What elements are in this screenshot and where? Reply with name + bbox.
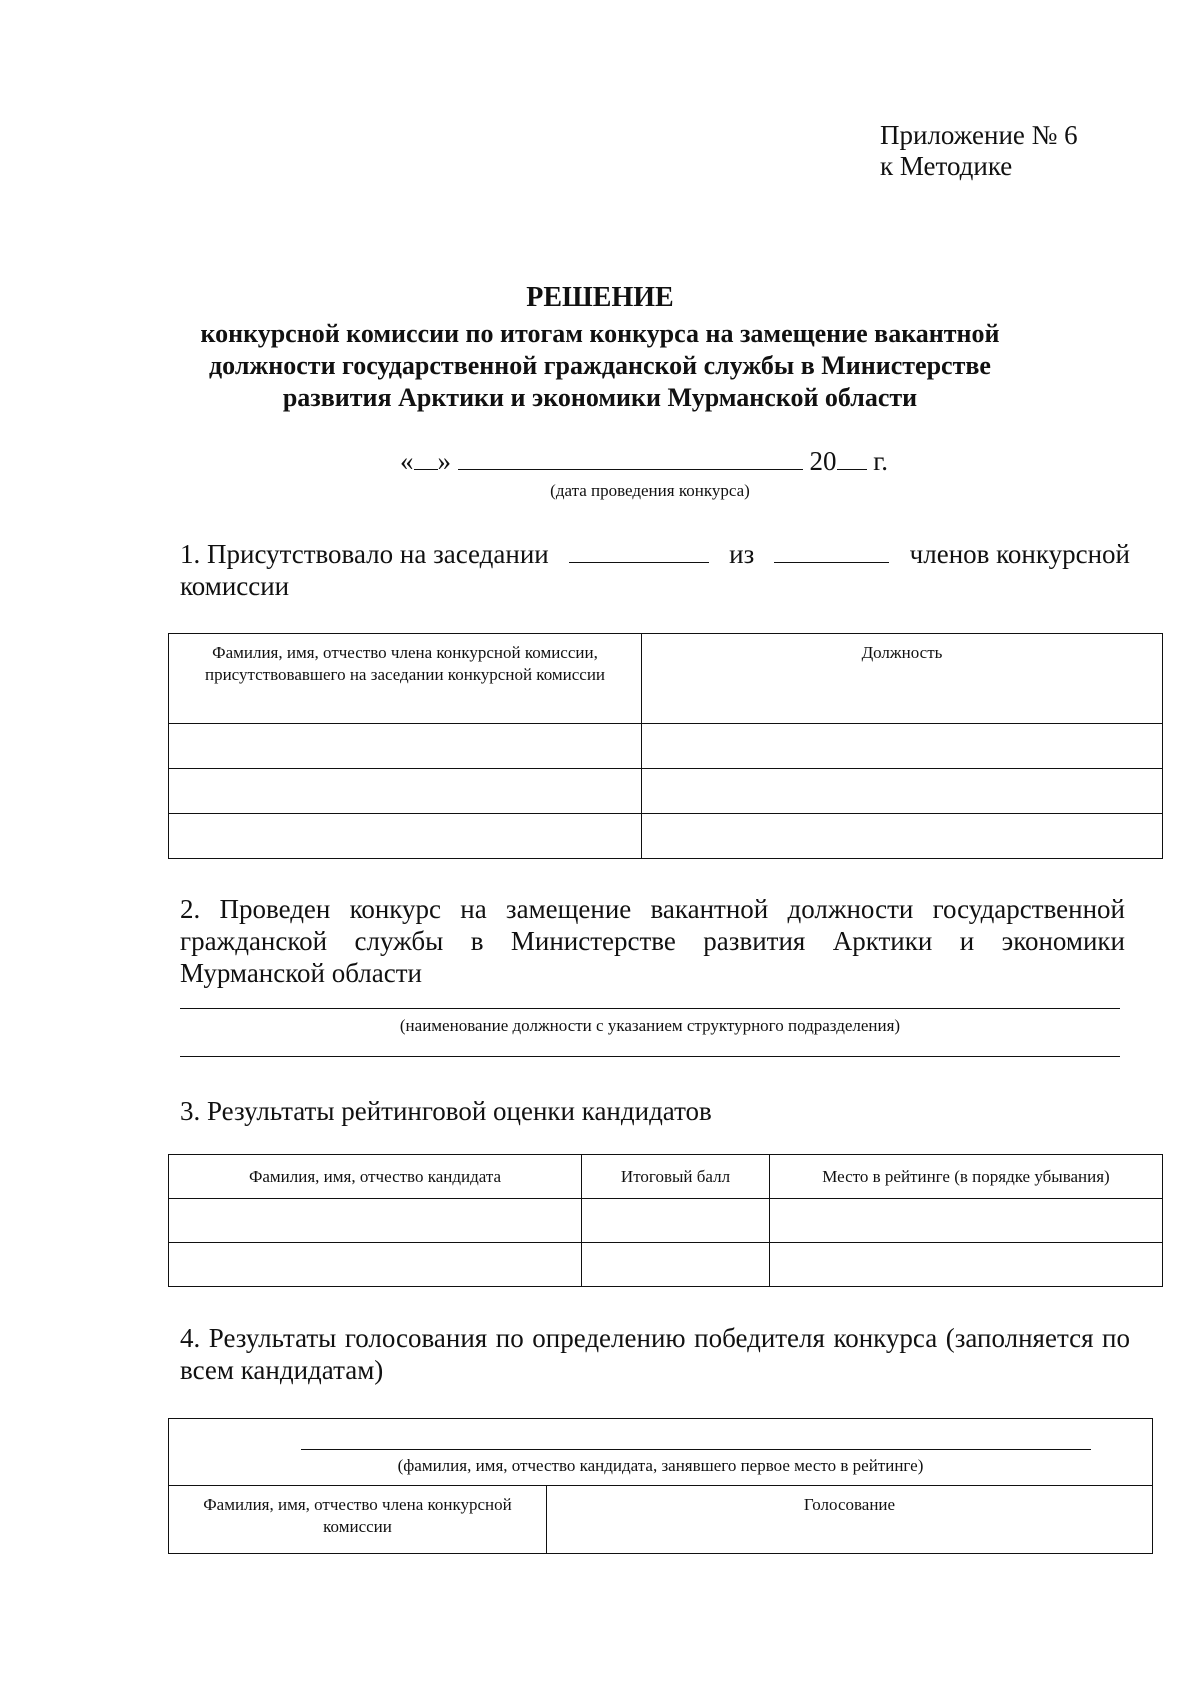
annex-reference: к Методике (880, 151, 1013, 181)
voting-col-vote: Голосование (547, 1486, 1153, 1554)
table-cell[interactable] (642, 769, 1163, 814)
present-count-blank[interactable] (569, 536, 709, 563)
table-cell[interactable] (582, 1199, 770, 1243)
table-cell[interactable] (642, 724, 1163, 769)
date-year-prefix: 20 (809, 446, 837, 476)
date-day-blank[interactable] (414, 469, 438, 470)
section-3-heading: 3. Результаты рейтинговой оценки кандидатов (180, 1096, 712, 1126)
document-subtitle (0, 318, 1200, 414)
rating-col-place: Место в рейтинге (в порядке убывания) (770, 1155, 1163, 1199)
section-1-part-2: из (729, 539, 755, 569)
table-cell[interactable] (770, 1199, 1163, 1243)
date-year-blank[interactable] (837, 469, 867, 470)
table-row (169, 814, 1163, 859)
table-cell[interactable] (169, 769, 642, 814)
rating-table (168, 1154, 1163, 1287)
section-1-part-3: членов конкурсной (909, 539, 1130, 569)
table-cell[interactable] (582, 1243, 770, 1287)
table-cell[interactable] (770, 1243, 1163, 1287)
rating-col-name: Фамилия, имя, отчество кандидата (169, 1155, 582, 1199)
subtitle-line-1: конкурсной комиссии по итогам конкурса на замещение вакантной (200, 319, 1000, 348)
position-blank-line[interactable] (180, 1008, 1120, 1009)
date-caption: (дата проведения конкурса) (550, 481, 750, 500)
section-1-part-4: комиссии (180, 571, 290, 601)
table-row (169, 1199, 1163, 1243)
annex-number: Приложение № 6 (880, 120, 1078, 150)
date-close-quote: » (437, 446, 451, 476)
members-col-name: Фамилия, имя, отчество члена конкурсной комиссии, присутствовавшего на заседании конкурсной комиссии (169, 634, 642, 724)
rating-col-score: Итоговый балл (582, 1155, 770, 1199)
members-col-position: Должность (642, 634, 1163, 724)
date-year-suffix: г. (873, 446, 889, 476)
annex-block (880, 120, 1078, 182)
subtitle-line-3: развития Арктики и экономики Мурманской области (282, 383, 918, 412)
winner-blank-line[interactable] (301, 1449, 1091, 1450)
date-line (400, 446, 888, 477)
winner-cell (169, 1419, 1153, 1486)
table-cell[interactable] (169, 1243, 582, 1287)
section-1-text (180, 536, 1130, 602)
winner-caption: (фамилия, имя, отчество кандидата, занявшего первое место в рейтинге) (397, 1456, 924, 1475)
table-row (169, 724, 1163, 769)
voting-col-member: Фамилия, имя, отчество члена конкурсной комиссии (169, 1486, 547, 1554)
section-1-part-1: 1. Присутствовало на заседании (180, 539, 549, 569)
date-month-blank[interactable] (458, 469, 803, 470)
voting-table (168, 1418, 1153, 1554)
table-cell[interactable] (169, 814, 642, 859)
section-4-heading: 4. Результаты голосования по определению победителя конкурса (заполняется по всем кандидатам) (180, 1323, 1130, 1385)
subtitle-line-2: должности государственной гражданской службы в Министерстве (209, 351, 991, 380)
table-cell[interactable] (642, 814, 1163, 859)
date-open-quote: « (400, 446, 414, 476)
table-row (169, 1243, 1163, 1287)
commission-members-table (168, 633, 1163, 859)
position-caption: (наименование должности с указанием структурного подразделения) (399, 1016, 901, 1035)
total-count-blank[interactable] (774, 536, 889, 563)
table-row (169, 769, 1163, 814)
position-blank-line-2[interactable] (180, 1056, 1120, 1057)
table-cell[interactable] (169, 1199, 582, 1243)
document-title: РЕШЕНИЕ (526, 282, 674, 313)
section-2-text: 2. Проведен конкурс на замещение вакантной должности государственной гражданской службы в Министерстве развития Арктики и экономики Мурманской области (180, 894, 1125, 988)
table-cell[interactable] (169, 724, 642, 769)
